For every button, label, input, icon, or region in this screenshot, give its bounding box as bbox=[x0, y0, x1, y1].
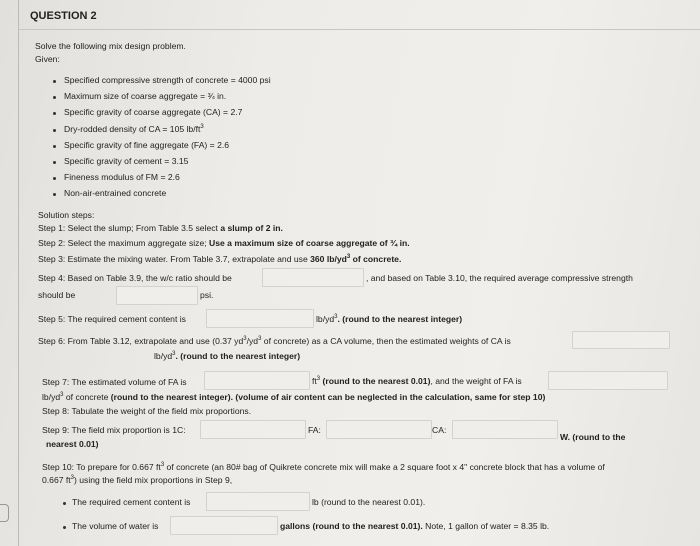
step-6-unit: $lb/yd^3$. (round to the nearest integer) bbox=[154, 351, 301, 361]
step-1: Step 1: Select the slump; From Table 3.5 select a slump of 2 in. bbox=[38, 223, 283, 233]
bullet-icon bbox=[53, 177, 56, 180]
step-10-text-2: 0.667 $ft^3$) using the field mix proportions in Step 9, bbox=[42, 475, 233, 485]
water-proportion-input[interactable] bbox=[452, 420, 558, 439]
bullet-icon bbox=[53, 80, 56, 83]
given-item: Fineness modulus of FM = 2.6 bbox=[64, 172, 180, 182]
given-item: Specific gravity of coarse aggregate (CA) = 2.7 bbox=[64, 107, 243, 117]
step-5-text: Step 5: The required cement content is bbox=[38, 314, 186, 324]
step-2: Step 2: Select the maximum aggregate size; Use a maximum size of coarse aggregate of ¾ in. bbox=[38, 238, 410, 248]
step-4-text-2: , and based on Table 3.10, the required average compressive strength bbox=[366, 273, 633, 283]
water-volume-unit: gallons (round to the nearest 0.01). Note, 1 gallon of water = 8.35 lb. bbox=[280, 521, 550, 531]
water-volume-text: The volume of water is bbox=[72, 521, 159, 531]
ca-weight-input[interactable] bbox=[572, 331, 670, 349]
fa-weight-input[interactable] bbox=[548, 371, 668, 390]
given-item: Maximum size of coarse aggregate = ¾ in. bbox=[64, 91, 227, 101]
given-label: Given: bbox=[35, 54, 60, 64]
step-7-text: Step 7: The estimated volume of FA is bbox=[42, 377, 187, 387]
ca-label: CA: bbox=[432, 425, 447, 435]
fa-volume-input[interactable] bbox=[204, 371, 310, 390]
bullet-icon bbox=[53, 96, 56, 99]
left-border bbox=[18, 0, 19, 546]
step-7-unit: $ft^3$ (round to the nearest 0.01), and the weight of FA is bbox=[312, 376, 522, 386]
given-item: Non-air-entrained concrete bbox=[64, 188, 167, 198]
instruction-text: Solve the following mix design problem. bbox=[35, 41, 186, 51]
compressive-strength-input[interactable] bbox=[116, 286, 198, 305]
step-3: Step 3: Estimate the mixing water. From Table 3.7, extrapolate and use 360 $lb/yd^3$ of concrete. bbox=[38, 254, 402, 264]
fa-label: FA: bbox=[308, 425, 321, 435]
bullet-icon bbox=[53, 193, 56, 196]
bullet-icon bbox=[53, 161, 56, 164]
cement-required-text: The required cement content is bbox=[72, 497, 191, 507]
page-edge-tab bbox=[0, 504, 9, 522]
cement-required-unit: lb (round to the nearest 0.01). bbox=[312, 497, 426, 507]
cement-required-input[interactable] bbox=[206, 492, 310, 511]
bullet-icon bbox=[63, 526, 66, 529]
given-item: Specific gravity of fine aggregate (FA) = 2.6 bbox=[64, 140, 230, 150]
step-9-text: Step 9: The field mix proportion is 1C: bbox=[42, 425, 186, 435]
step-4-text-3: should be bbox=[38, 290, 76, 300]
cement-content-input[interactable] bbox=[206, 309, 314, 328]
wc-ratio-input[interactable] bbox=[262, 268, 364, 287]
given-item: Dry-rodded density of CA = 105 $lb/ft^3$ bbox=[64, 124, 204, 134]
fa-proportion-input[interactable] bbox=[200, 420, 306, 439]
step-4-text: Step 4: Based on Table 3.9, the w/c ratio should be bbox=[38, 273, 232, 283]
header-divider bbox=[18, 29, 700, 30]
bullet-icon bbox=[53, 145, 56, 148]
given-item: Specific gravity of cement = 3.15 bbox=[64, 156, 189, 166]
given-item: Specified compressive strength of concrete = 4000 psi bbox=[64, 75, 271, 85]
step-8: Step 8: Tabulate the weight of the field mix proportions. bbox=[42, 406, 252, 416]
question-title: QUESTION 2 bbox=[30, 10, 97, 22]
step-10-text: Step 10: To prepare for 0.667 $ft^3$ of concrete (an 80# bag of Quikrete concrete mix will make a 2 square foot x 4" concrete block that has a volume of bbox=[42, 462, 605, 472]
bullet-icon bbox=[53, 112, 56, 115]
w-label: W. (round to the bbox=[560, 432, 626, 442]
step-6-text: Step 6: From Table 3.12, extrapolate and use (0.37 $yd^3/yd^3$ of concrete) as a CA volume, then the estimated weights of CA is bbox=[38, 336, 511, 346]
step-9-round: nearest 0.01) bbox=[46, 439, 99, 449]
bullet-icon bbox=[63, 502, 66, 505]
step-5-unit: $lb/yd^3$. (round to the nearest integer) bbox=[316, 314, 463, 324]
psi-unit: psi. bbox=[200, 290, 214, 300]
solution-label: Solution steps: bbox=[38, 210, 95, 220]
ca-proportion-input[interactable] bbox=[326, 420, 432, 439]
water-volume-input[interactable] bbox=[170, 516, 278, 535]
step-7-text-2: $lb/yd^3$ of concrete (round to the nearest integer). (volume of air content can be neglected in the calculation, same for step 10) bbox=[42, 392, 546, 402]
bullet-icon bbox=[53, 129, 56, 132]
